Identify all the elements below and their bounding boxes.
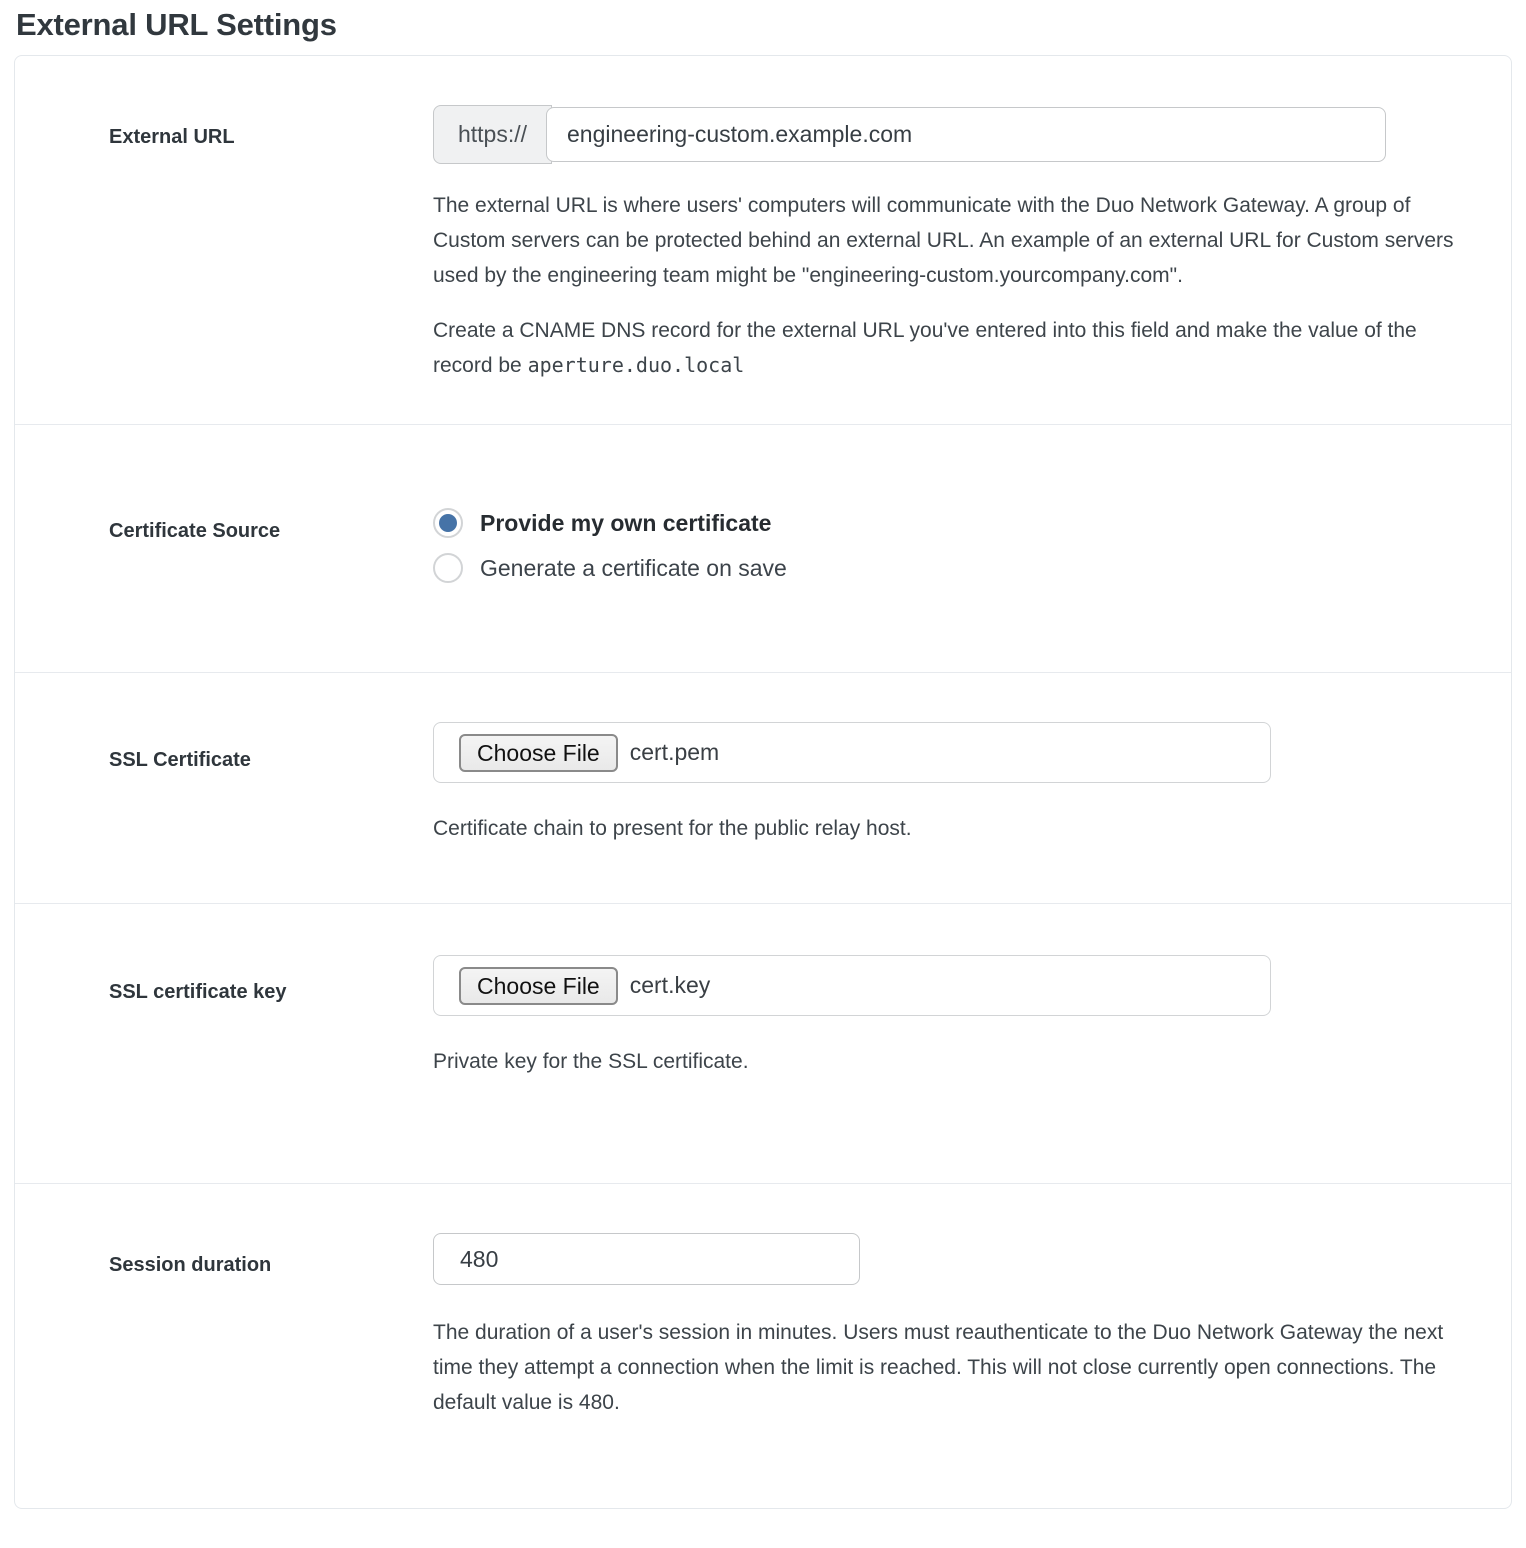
ssl-certificate-help: Certificate chain to present for the public relay host. <box>433 817 912 840</box>
session-duration-label: Session duration <box>109 1254 272 1276</box>
external-url-row <box>15 56 1511 424</box>
radio-selected-icon[interactable] <box>433 508 463 538</box>
page-title: External URL Settings <box>16 7 337 42</box>
ssl-certificate-key-choose-file-button[interactable]: Choose File <box>459 967 618 1005</box>
ssl-certificate-key-filename: cert.key <box>629 972 711 998</box>
ssl-certificate-file-input[interactable] <box>433 722 1271 783</box>
external-url-label: External URL <box>109 126 235 148</box>
external-url-input[interactable] <box>546 107 1386 162</box>
https-scheme-addon: https:// <box>433 105 552 164</box>
radio-generate-certificate[interactable] <box>433 548 1481 588</box>
ssl-certificate-key-label: SSL certificate key <box>109 981 287 1003</box>
certificate-source-label: Certificate Source <box>109 520 281 542</box>
radio-unselected-icon[interactable] <box>433 553 463 583</box>
ssl-certificate-key-file-input[interactable] <box>433 955 1271 1016</box>
radio-provide-own-certificate[interactable] <box>433 503 1481 543</box>
settings-panel <box>14 55 1512 1509</box>
external-url-cname-help: Create a CNAME DNS record for the external URL you've entered into this field and make the value of the record be aperture.duo.local <box>433 319 1417 377</box>
ssl-certificate-choose-file-button[interactable]: Choose File <box>459 734 618 772</box>
session-duration-input[interactable] <box>433 1233 860 1285</box>
session-duration-help: The duration of a user's session in minutes. Users must reauthenticate to the Duo Network Gateway the next time they attempt a connection when the limit is reached. This will not close currently open connections. The default value is 480. <box>433 1321 1444 1414</box>
radio-generate-certificate-label: Generate a certificate on save <box>480 554 787 581</box>
ssl-certificate-label: SSL Certificate <box>109 749 251 771</box>
ssl-certificate-row <box>15 672 1511 903</box>
ssl-certificate-filename: cert.pem <box>629 739 720 765</box>
radio-provide-own-certificate-label: Provide my own certificate <box>480 509 772 536</box>
external-url-help: The external URL is where users' computers will communicate with the Duo Network Gateway. A group of Custom servers can be protected behind an external URL. An example of an external URL for Custom servers used by the engineering team might be "engineering-custom.yourcompany.com". <box>433 194 1454 287</box>
session-duration-row <box>15 1183 1511 1508</box>
ssl-certificate-key-row <box>15 903 1511 1183</box>
cname-record-value: aperture.duo.local <box>527 353 745 377</box>
external-url-input-group <box>433 105 1481 164</box>
certificate-source-row <box>15 424 1511 672</box>
ssl-certificate-key-help: Private key for the SSL certificate. <box>433 1050 749 1073</box>
